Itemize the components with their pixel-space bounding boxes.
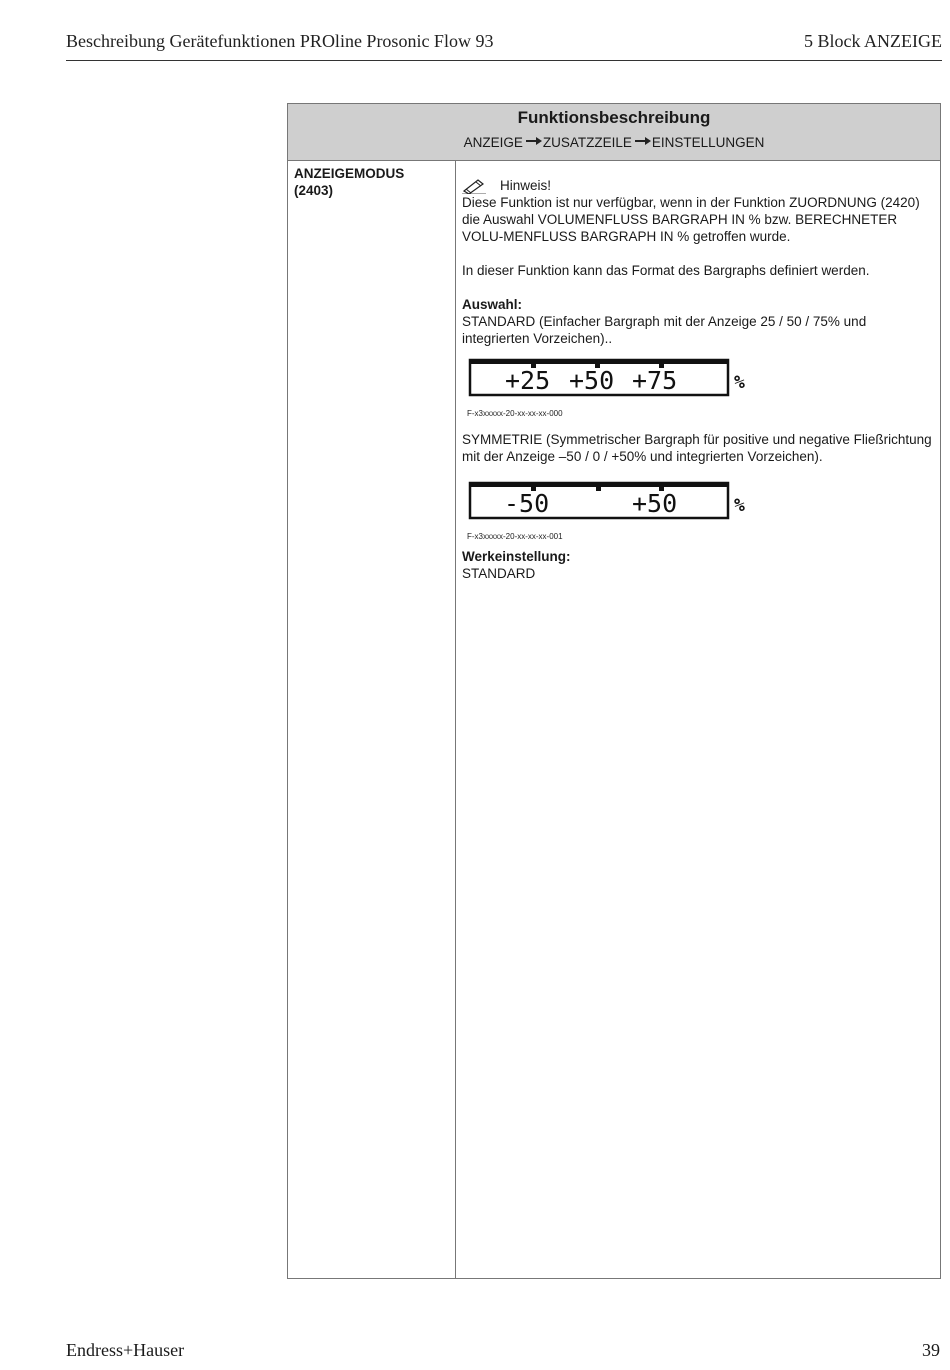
function-name: ANZEIGEMODUS [294, 166, 405, 181]
footer-brand: Endress+Hauser [66, 1340, 185, 1360]
lcd-tick-label: +75 [632, 366, 678, 395]
figure-caption: F-x3xxxxx-20-xx-xx-xx-001 [467, 532, 563, 541]
factory-setting-label: Werkeinstellung: [462, 549, 571, 564]
lcd-symmetry-figure [462, 480, 937, 541]
percent-sign: % [734, 495, 745, 516]
figure-caption: F-x3xxxxx-20-xx-xx-xx-000 [467, 409, 563, 418]
header-title: Beschreibung Gerätefunktionen PROline Prosonic Flow 93 [66, 31, 494, 51]
lcd-tick-label: +50 [569, 366, 615, 395]
table-header [288, 104, 940, 161]
breadcrumb [288, 135, 940, 150]
intro-text: In dieser Funktion kann das Format des Bargraphs definiert werden. [462, 263, 870, 278]
lcd-tick-label: +25 [505, 366, 551, 395]
factory-setting-value: STANDARD [462, 566, 536, 581]
option-symmetry: SYMMETRIE (Symmetrischer Bargraph für positive und negative Fließrichtung mit der Anzeige –50 / 0 / +50% und integrierten Vorzeichen). [462, 432, 932, 464]
lcd-symmetry-display [467, 480, 757, 522]
pencil-note-icon [462, 178, 486, 194]
percent-sign: % [734, 372, 745, 393]
hint-heading [462, 177, 937, 194]
function-table [287, 103, 941, 1279]
header-section: 5 Block ANZEIGE [804, 31, 942, 51]
table-title: Funktionsbeschreibung [517, 108, 711, 127]
function-description-cell [462, 177, 937, 582]
breadcrumb-item: ANZEIGE [463, 135, 523, 150]
hint-text: Diese Funktion ist nur verfügbar, wenn in der Funktion ZUORDNUNG (2420) die Auswahl VOLUMENFLUSS BARGRAPH IN % bzw. BERECHNETER VOLU-MENFLUSS BARGRAPH IN % getroffen wurde. [462, 195, 920, 244]
function-code: (2403) [294, 183, 334, 198]
column-divider [455, 161, 456, 1278]
breadcrumb-item: EINSTELLUNGEN [651, 135, 765, 150]
hint-label: Hinweis! [500, 178, 552, 193]
breadcrumb-item: ZUSATZZEILE [542, 135, 632, 150]
option-standard: STANDARD (Einfacher Bargraph mit der Anzeige 25 / 50 / 75% und integrierten Vorzeichen).. [462, 314, 867, 346]
lcd-tick-label: -50 [504, 489, 550, 518]
arrow-right-icon [526, 136, 542, 146]
header-rule [66, 60, 942, 61]
page-number: 39 [922, 1340, 940, 1360]
selection-label: Auswahl: [462, 297, 523, 312]
lcd-tick-label: +50 [632, 489, 678, 518]
lcd-standard-display [467, 357, 757, 399]
function-label-cell [294, 165, 449, 199]
arrow-right-icon [635, 136, 651, 146]
lcd-standard-figure [462, 357, 937, 418]
